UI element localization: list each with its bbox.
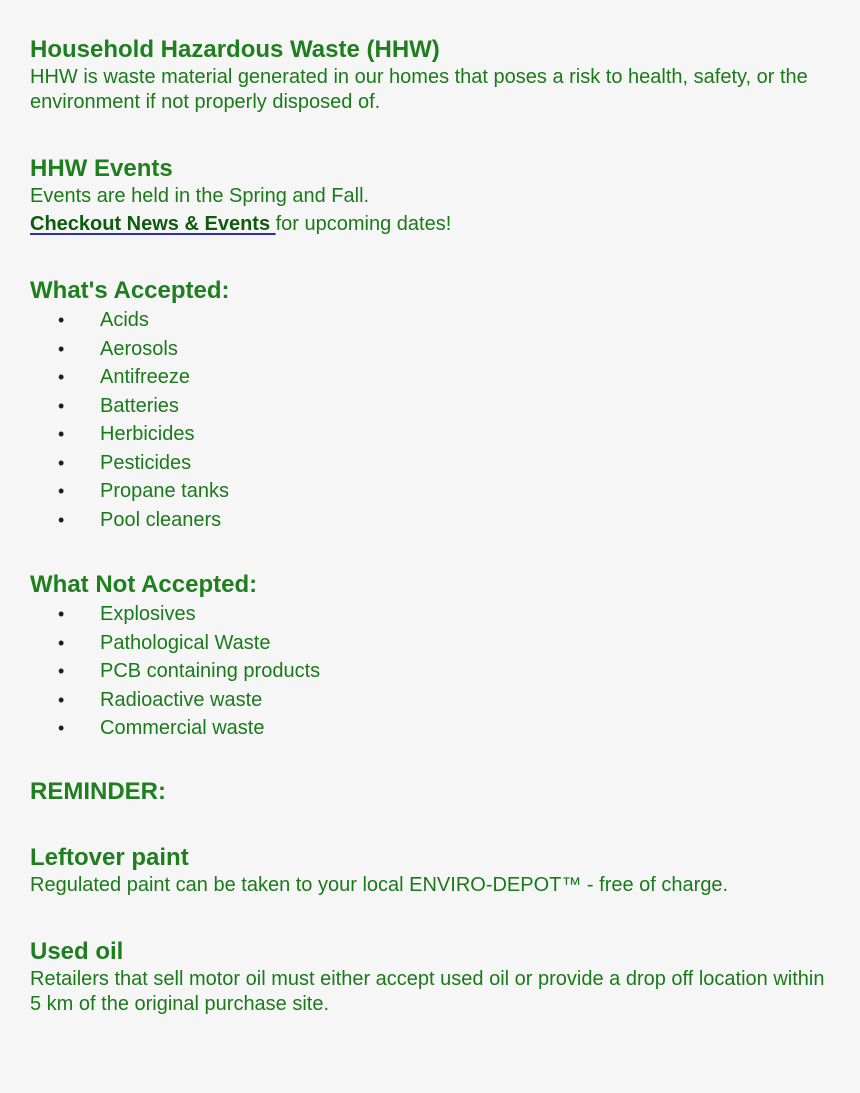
list-item-label: Antifreeze [100, 366, 191, 388]
list-item [30, 629, 840, 658]
paint-section [30, 843, 840, 898]
accepted-list [30, 306, 840, 534]
bullet-icon: • [58, 452, 65, 473]
bullet-icon: • [58, 338, 65, 359]
bullet-icon: • [58, 509, 65, 530]
bullet-icon: • [58, 604, 65, 624]
list-item-label: Batteries [100, 394, 179, 417]
bullet-icon: • [58, 424, 65, 444]
list-item [30, 477, 840, 506]
list-item [30, 420, 840, 449]
list-item [30, 714, 840, 743]
list-item [30, 657, 840, 686]
bullet-icon: • [58, 310, 65, 330]
list-item-label: Aerosols [100, 337, 178, 360]
list-item-label: Acids [100, 309, 149, 331]
paint-heading: Leftover paint [30, 844, 189, 871]
list-item [30, 506, 840, 535]
bullet-icon: • [58, 367, 65, 387]
hhw-heading: Household Hazardous Waste (HHW) [30, 36, 440, 63]
accepted-heading: What's Accepted: [30, 277, 230, 304]
list-item [30, 335, 840, 364]
list-item-label: Herbicides [100, 423, 195, 445]
accepted-section [30, 276, 840, 534]
bullet-icon: • [58, 661, 65, 681]
list-item [30, 686, 840, 715]
bullet-icon: • [58, 632, 65, 653]
oil-section [30, 937, 840, 1017]
paint-description: Regulated paint can be taken to your local ENVIRO-DEPOT™ - free of charge. [30, 874, 729, 896]
list-item-label: Explosives [100, 603, 196, 625]
hhw-description: HHW is waste material generated in our homes that poses a risk to health, safety, or the environment if not properly disposed of. [30, 66, 808, 113]
oil-heading: Used oil [30, 938, 124, 965]
list-item-label: Pesticides [100, 451, 192, 474]
not-accepted-list [30, 600, 840, 743]
list-item [30, 392, 840, 421]
list-item-label: Pool cleaners [100, 508, 222, 531]
not-accepted-heading: What Not Accepted: [30, 571, 258, 598]
events-section [30, 154, 840, 237]
reminder-section [30, 777, 840, 807]
events-heading: HHW Events [30, 155, 173, 182]
events-description: Events are held in the Spring and Fall. [30, 185, 370, 207]
bullet-icon: • [58, 395, 65, 416]
bullet-icon: • [58, 481, 65, 501]
reminder-heading: REMINDER: [30, 778, 166, 805]
list-item-label: Commercial waste [100, 717, 265, 739]
list-item [30, 600, 840, 629]
oil-description: Retailers that sell motor oil must either accept used oil or provide a drop off location within 5 km of the original purchase site. [30, 968, 825, 1015]
list-item [30, 449, 840, 478]
list-item [30, 306, 840, 335]
not-accepted-section [30, 570, 840, 743]
bullet-icon: • [58, 689, 65, 710]
list-item-label: PCB containing products [100, 660, 321, 682]
list-item [30, 363, 840, 392]
hhw-section [30, 35, 840, 115]
list-item-label: Propane tanks [100, 480, 229, 502]
list-item-label: Radioactive waste [100, 688, 263, 711]
events-link-suffix: for upcoming dates! [275, 213, 452, 235]
bullet-icon: • [58, 718, 65, 738]
events-link-line [30, 212, 840, 237]
list-item-label: Pathological Waste [100, 631, 271, 654]
news-events-link[interactable]: Checkout News & Events [30, 213, 276, 235]
